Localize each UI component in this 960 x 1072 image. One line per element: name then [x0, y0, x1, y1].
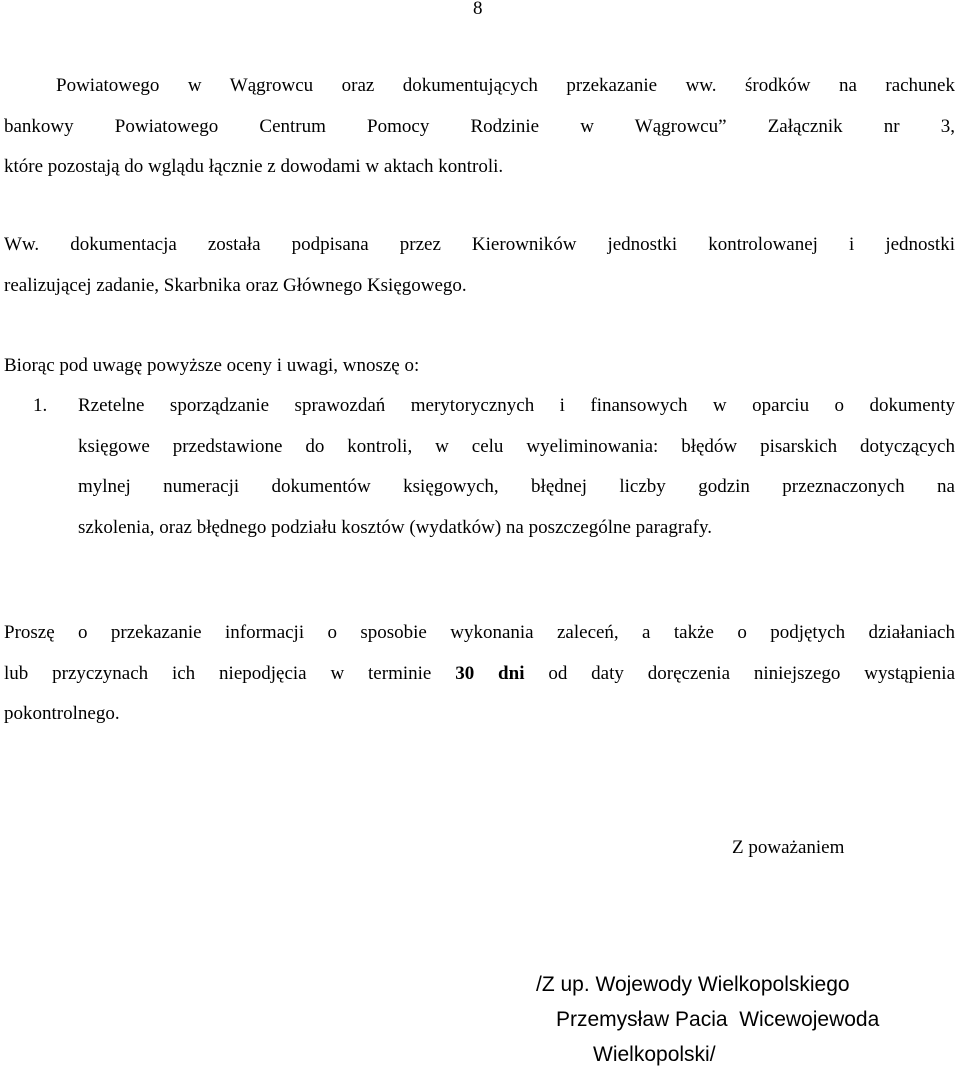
- intro-line: Biorąc pod uwagę powyższe oceny i uwagi, wnoszę o:: [4, 355, 420, 376]
- paragraph-line-deadline: [4, 654, 955, 695]
- list-item-text: [78, 386, 955, 548]
- recommendations-intro: [4, 346, 955, 387]
- recommendations-list: [33, 386, 955, 548]
- paragraph-signatures: [4, 225, 955, 306]
- signature-line-1: /Z up. Wojewody Wielkopolskiego: [536, 973, 850, 996]
- paragraph-line: Ww. dokumentacja została podpisana przez Kierowników jednostki kontrolowanej i jednostki: [4, 234, 955, 255]
- request-text-before: lub przyczynach ich niepodjęcia w terminie: [4, 662, 432, 684]
- paragraph-line: Proszę o przekazanie informacji o sposobie wykonania zaleceń, a także o podjętych działaniach: [4, 622, 955, 643]
- list-item-line: Rzetelne sporządzanie sprawozdań merytorycznych i finansowych w oparciu o dokumenty: [78, 395, 955, 416]
- paragraph-request: [4, 613, 955, 735]
- deadline-value: 30 dni: [455, 662, 525, 684]
- list-item: [33, 386, 955, 548]
- signature-line-3: Wielkopolski/: [593, 1043, 716, 1066]
- paragraph-transfer-documents: [4, 66, 955, 188]
- paragraph-line: które pozostają do wglądu łącznie z dowodami w aktach kontroli.: [4, 156, 504, 177]
- paragraph-line: realizującej zadanie, Skarbnika oraz Głównego Księgowego.: [4, 274, 467, 296]
- request-text-after: od daty doręczenia niniejszego wystąpienia: [548, 662, 955, 684]
- list-item-number: 1.: [33, 395, 48, 416]
- list-item-line: szkolenia, oraz błędnego podziału kosztów (wydatków) na poszczególne paragrafy.: [78, 516, 712, 538]
- list-item-line: księgowe przedstawione do kontroli, w celu wyeliminowania: błędów pisarskich dotyczących: [78, 435, 955, 457]
- paragraph-line: pokontrolnego.: [4, 703, 120, 724]
- page-number: 8: [473, 0, 483, 19]
- paragraph-line: Powiatowego w Wągrowcu oraz dokumentujących przekazanie ww. środków na rachunek: [56, 75, 955, 96]
- signature-line-2: Przemysław Pacia Wicewojewoda: [556, 1008, 880, 1031]
- closing-salutation: Z poważaniem: [732, 837, 845, 858]
- paragraph-line: bankowy Powiatowego Centrum Pomocy Rodzinie w Wągrowcu” Załącznik nr 3,: [4, 115, 955, 137]
- list-item-line: mylnej numeracji dokumentów księgowych, błędnej liczby godzin przeznaczonych na: [78, 476, 955, 497]
